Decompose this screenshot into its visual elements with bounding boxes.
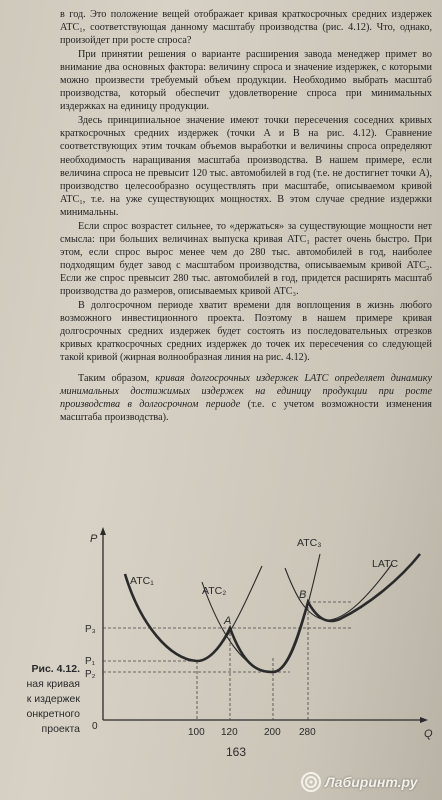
y-tick-p3: P₃ [85,624,96,635]
curve-atc2 [202,554,320,672]
watermark-text: Лабиринт.ру [325,774,418,790]
point-b-label: B [299,589,307,601]
paragraph-conclusion [60,372,432,424]
caption-line-2: к издержек [26,693,80,705]
y-tick-p2: P₂ [85,669,96,680]
paragraph-3: Здесь принципиальное значение имеют точки пересечения соседних кривых краткосрочных средних издержек (точки A и B на рис. 4.12). Сравнение соответствующих этим точкам объемов выработки и величины спроса определяют необходимость наращивания масштаба производства. В нашем примере, если величина спроса не превысит 120 тыс. автомобилей в год (т.е. не достигнет точки A), производство целесообразно осуществлять при масштабе, описываемом кривой ATC₁, т.е. на уже существующих мощностях. В этом случае средние издержки минимальны. [60,115,432,218]
y-tick-p1: P₁ [85,656,96,667]
labyrinth-logo-icon [300,771,322,793]
x-tick-0: 0 [92,721,98,732]
y-axis-label: P [90,533,98,545]
body-text [60,8,432,425]
conclusion-lead: Таким образом, [78,373,156,385]
label-atc1: ATC₁ [130,575,154,587]
label-latc: LATC [372,558,399,570]
x-tick-280: 280 [299,727,316,738]
figure-number: Рис. 4.12. [31,663,80,675]
y-axis-arrow [100,527,106,535]
page-number: 163 [226,745,247,759]
caption-line-3: онкретного [26,708,80,720]
x-tick-120: 120 [221,727,238,738]
label-atc2: ATC₂ [202,585,227,597]
watermark [300,769,440,795]
caption-line-4: проекта [41,723,80,735]
curve-latc [125,554,420,672]
x-tick-200: 200 [264,727,281,738]
point-a-label: A [224,615,232,627]
label-atc3: ATC₃ [297,537,322,549]
x-axis-label: Q [424,728,433,740]
caption-line-1: ная кривая [26,678,80,690]
x-tick-100: 100 [188,727,205,738]
figure-caption [0,662,80,737]
paragraph-4: Если спрос возрастет сильнее, то «держаться» за существующие мощности нет смысла: при больших величинах выпуска кривая ATC₁ растет очень быстро. При этом, если спрос вырос менее чем до 280 тыс. автомобилей в год, наиболее подходящим будет завод с масштабом производства, описываемым кривой ATC₂. Если же спрос превысит 280 тыс. автомобилей в год, придется расширять масштаб производства до размеров, описываемых кривой ATC₃. [60,220,432,297]
paragraph-1: в год. Это положение вещей отображает кривая краткосрочных средних издержек ATC₁, соответствующая данному масштабу производства (рис. 4.12). Что, однако, произойдет при росте спроса? [60,9,432,47]
x-axis-arrow [420,717,428,723]
conclusion-italic: кривая долгосрочных издержек LATC определяет динамику минимальных достижимых издержек на единицу продукции при росте производства в долгосрочном периоде [60,373,433,411]
paragraph-2: При принятии решения о варианте расширения завода менеджер примет во внимание два основных фактора: величину спроса и значение издержек, с которыми можно произвести требуемый объем продукции. Необходимо выбрать масштаб производства, который обеспечит удовлетворение спроса при минимальных издержках на единицу продукции. [60,49,432,113]
paragraph-5: В долгосрочном периоде хватит времени для воплощения в жизнь любого возможного инвестиционного проекта. Поэтому в нашем примере кривая долгосрочных средних издержек будет состоять из последовательных отрезков кривых краткосрочных средних издержек до точек их пересечения со следующей такой кривой (жирная волнообразная линия на рис. 4.12). [60,300,432,364]
figure-4-12-chart [80,524,436,740]
conclusion-tail: (т.е. с учетом возможности изменения масштаба производства). [60,399,432,424]
